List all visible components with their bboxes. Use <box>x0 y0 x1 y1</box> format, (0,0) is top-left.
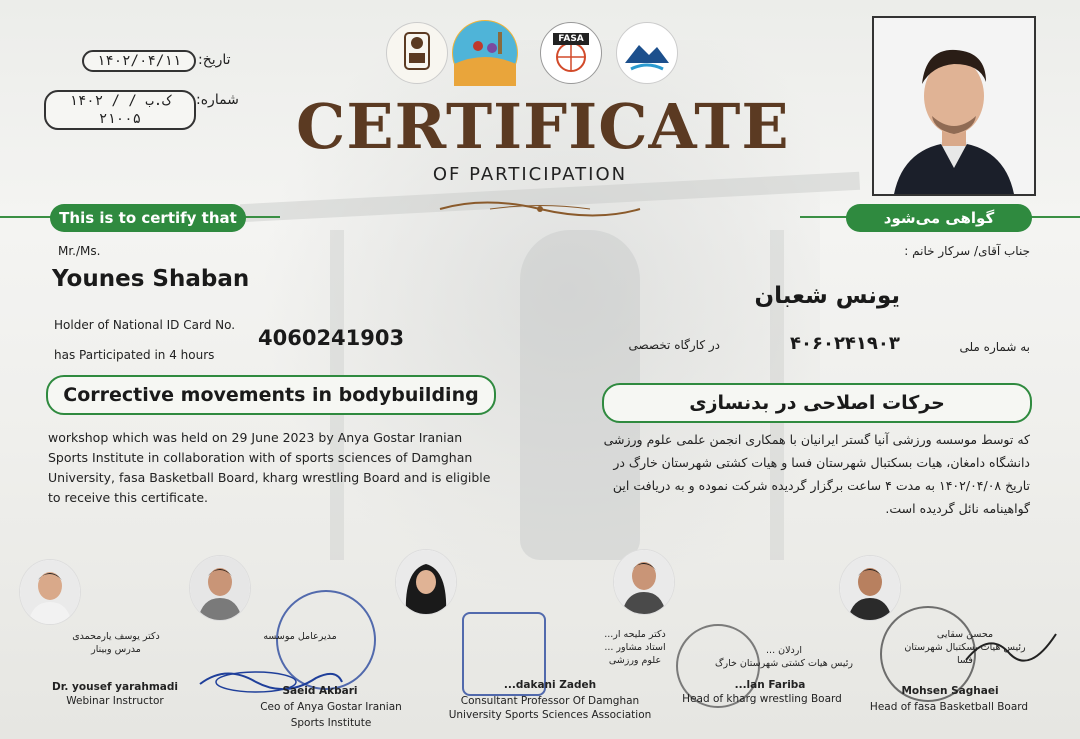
banner-certify-en: This is to certify that <box>50 204 246 232</box>
right-vine <box>800 216 850 218</box>
prefix-fa: جناب آقای/ سرکار خانم : <box>904 244 1030 258</box>
signatory-1-fa-name: دکتر یوسف یارمحمدی <box>72 631 160 642</box>
signatory-4-fa-role: رئیس هیات کشتی شهرستان خارگ <box>715 658 853 669</box>
signatory-2-role: Ceo of Anya Gostar Iranian <box>260 701 402 713</box>
date-label: تاریخ: <box>198 52 231 68</box>
signatory-photo <box>840 556 900 620</box>
hours-en: has Participated in 4 hours <box>54 348 215 362</box>
banner-certify-fa: گواهی می‌شود <box>846 204 1032 232</box>
certificate-subtitle: OF PARTICIPATION <box>432 164 628 185</box>
signatory-3-fa-name: دکتر ملیحه ار... <box>604 629 666 640</box>
course-title-en: Corrective movements in bodybuilding <box>46 375 496 415</box>
number-value: ۱۴۰۲ / ک.ب / ۲۱۰۰۵ <box>44 90 196 130</box>
date-value: ۱۴۰۲/۰۴/۱۱ <box>82 50 196 72</box>
recipient-name-en: Younes Shaban <box>52 266 250 292</box>
signatory-2-name: Saeid Akbari <box>282 685 358 697</box>
signatory-4-name: ...lan Fariba <box>734 679 806 691</box>
right-vine-end <box>1030 216 1080 218</box>
signatory-photo <box>190 556 250 620</box>
fasa-basketball-logo <box>540 22 602 84</box>
signatory-2-role-line2: Sports Institute <box>290 717 372 729</box>
national-id-en: 4060241903 <box>258 326 405 350</box>
recipient-photo <box>872 16 1036 196</box>
signatory-3-role-line2: University Sports Sciences Association <box>448 709 652 721</box>
signatory-5-name: Mohsen Saghaei <box>901 685 999 697</box>
workshop-label-fa: در کارگاه تخصصی <box>628 338 720 352</box>
signatory-4-fa-name: اردلان ... <box>766 645 802 656</box>
signatory-5-fa-name: محسن سقایی <box>936 629 994 640</box>
signatory-photo <box>20 560 80 624</box>
signatory-5-fa-role: رئیس هیات بسکتبال شهرستان فسا <box>904 642 1026 666</box>
signatory-2-fa-role: مدیرعامل موسسه <box>263 631 337 642</box>
fasa-logo-text: FASA <box>558 34 584 44</box>
course-title-fa: حرکات اصلاحی در بدنسازی <box>602 383 1032 423</box>
signatory-4-role: Head of kharg wrestling Board <box>682 693 842 705</box>
signatory-3-fa-role-line2: علوم ورزشی <box>608 655 662 666</box>
signatory-3-fa-role: استاد مشاور ... <box>604 642 666 653</box>
certificate-title: CERTIFICATE <box>296 90 790 163</box>
left-vine-end <box>240 216 280 218</box>
damghan-university-logo <box>616 22 678 84</box>
id-label-fa: به شماره ملی <box>959 340 1030 354</box>
signatory-3-name: ...dakani Zadeh <box>503 679 597 691</box>
recipient-name-fa: یونس شعبان <box>754 283 900 309</box>
signatory-3-role: Consultant Professor Of Damghan <box>460 695 640 707</box>
signatory-1-role: Webinar Instructor <box>66 695 164 707</box>
prefix-en: Mr./Ms. <box>58 244 101 258</box>
signatory-photo <box>614 550 674 614</box>
signatory-1-fa-role: مدرس وبینار <box>91 644 141 655</box>
signatory-1-name: Dr. yousef yarahmadi <box>52 681 178 693</box>
anya-gostar-logo <box>386 22 448 84</box>
number-label: شماره: <box>196 92 239 108</box>
national-id-fa: ۴۰۶۰۲۴۱۹۰۳ <box>790 333 900 354</box>
ornament-divider <box>430 194 650 224</box>
signatory-5-role: Head of fasa Basketball Board <box>869 701 1029 713</box>
id-label-en: Holder of National ID Card No. <box>54 318 236 332</box>
signatory-photo <box>396 550 456 614</box>
kharg-wrestling-logo <box>452 20 518 86</box>
body-text-en: workshop which was held on 29 June 2023 by Anya Gostar Iranian Sports Institute in collaboration with of sports sciences of Damghan University, fasa Basketball Board, kharg wrestling Board and is eligible to receive this certificate. <box>48 430 491 505</box>
body-text-fa: که توسط موسسه ورزشی آنیا گستر ایرانیان با همکاری انجمن علمی علوم ورزشی دانشگاه دامغان، هیات بسکتبال شهرستان فسا و هیات کشتی شهرستان خارگ در تاریخ ۱۴۰۲/۰۴/۰۸ به مدت ۴ ساعت برگزار گردیده شرکت نموده و به دریافت این گواهینامه نائل گردیده است. <box>603 432 1030 516</box>
